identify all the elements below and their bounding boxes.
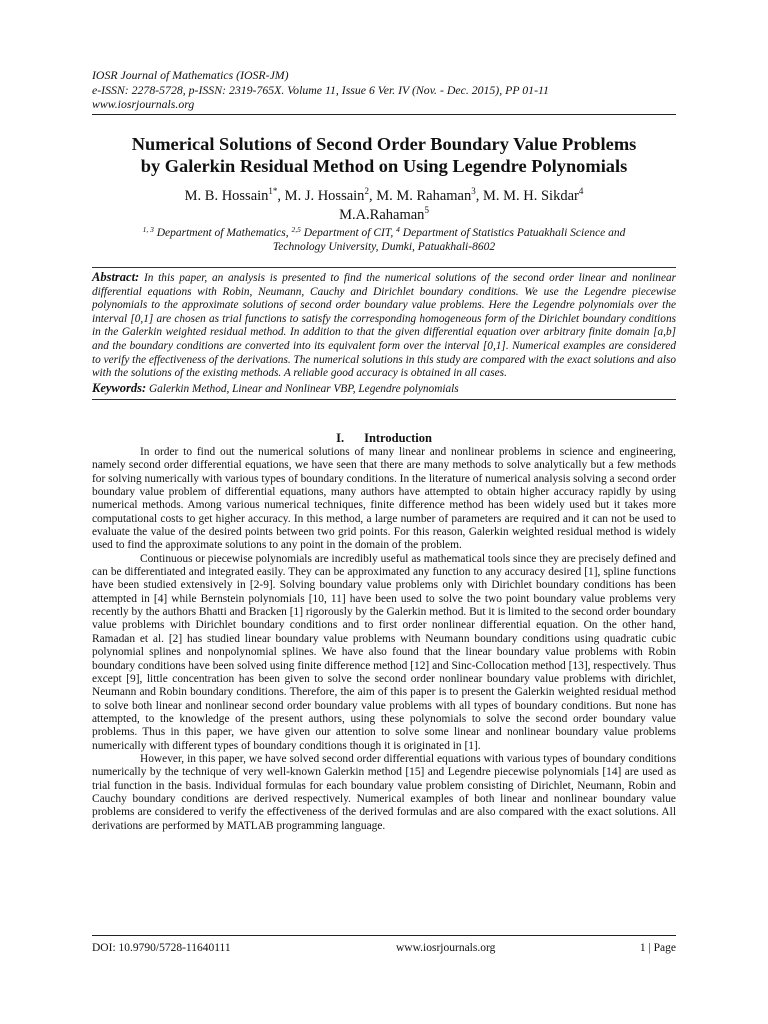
author: M. J. Hossain$^2$,: [284, 186, 377, 204]
footer-rule: [92, 935, 676, 936]
keywords-text: Galerkin Method, Linear and Nonlinear VBP, Legendre polynomials: [146, 382, 459, 395]
author: M. B. Hossain$^{1*}$,: [184, 186, 285, 204]
keywords: [92, 381, 676, 396]
author: M. M. Rahaman$^3$,: [376, 186, 483, 204]
introduction-body: [92, 446, 676, 833]
footer-website: www.iosrjournals.org: [396, 942, 496, 954]
title-line-2: by Galerkin Residual Method on Using Legendre Polynomials: [140, 156, 628, 176]
author-list: [92, 187, 676, 225]
affiliations: [92, 226, 676, 254]
paragraph: In order to find out the numerical solutions of many linear and nonlinear problems in science and engineering, namely second order differential equations, we have seen that there are many methods to solve analytically but a few methods for solving numerically with various types of boundary conditions. In the literature of numerical analysis solving a second order boundary value problem of differential equations, many authors have attempted to obtain higher accuracy rapidly by using numerical methods. Among various numerical techniques, finite difference method has been widely used but it takes more computational costs to get higher accuracy. In this method, a large number of parameters are required and it can not be used to evaluate the value of the desired points between two grid points. For this reason, Galerkin weighted residual method is widely used to find the approximate solutions to any point in the domain of the problem.: [92, 446, 676, 552]
affiliation-line-1: $^{1, 3}$ Department of Mathematics, $^{2,5}$ Department of CIT, $^4$ Department of Statistics Patuakhali Science and: [142, 225, 626, 239]
section-title: Introduction: [364, 431, 432, 445]
journal-issn: e-ISSN: 2278-5728, p-ISSN: 2319-765X. Volume 11, Issue 6 Ver. IV (Nov. - Dec. 2015), PP 01-11: [92, 82, 549, 97]
journal-header: [92, 68, 682, 112]
paragraph: However, in this paper, we have solved second order differential equations with various types of boundary conditions numerically by the technique of very well-known Galerkin method [15] and Legendre piecewise polynomials [14] are used as trial function in the basis. Individual formulas for each boundary value problem consisting of Dirichlet, Neumann, Robin and Cauchy boundary conditions are derived respectively. Numerical examples of both linear and nonlinear boundary value problems are considered to verify the effectiveness of the derived formulas and are also compared with the exact solutions. All derivations are performed by MATLAB programming language.: [92, 752, 676, 832]
abstract: [92, 271, 676, 381]
journal-website: www.iosrjournals.org: [92, 97, 195, 111]
paper-title: [92, 133, 676, 177]
abstract-section: [92, 267, 676, 400]
keywords-label: Keywords:: [92, 380, 147, 395]
author: M.A.Rahaman$^5$: [339, 205, 429, 223]
section-number: I.: [336, 431, 345, 445]
title-line-1: Numerical Solutions of Second Order Boundary Value Problems: [131, 134, 637, 154]
paragraph: Continuous or piecewise polynomials are incredibly useful as mathematical tools since they are precisely defined and can be differentiated and integrated easily. They can be approximated any function to any accuracy desired [1], spline functions have been studied extensively in [2-9]. Solving boundary value problems only with Dirichlet boundary conditions has been attempted in [4] while Bernstein polynomials [10, 11] have been used to solve the two point boundary value problems very recently by the authors Bhatti and Bracken [1] rigorously by the Galerkin method. But it is limited to the second order boundary value problems with Dirichlet boundary conditions and to first order nonlinear differential equation. On the other hand, Ramadan et al. [2] has studied linear boundary value problems with Neumann boundary conditions using quadratic cubic polynomial splines and nonpolynomial splines. We have also found that the linear boundary value problems with Robin boundary conditions have been solved using finite difference method [12] and Sinc-Collocation method [13], respectively. Thus except [9], little concentration has been given to solve the second order nonlinear boundary value problems with dirichlet, Neumann and Robin boundary conditions. Therefore, the aim of this paper is to present the Galerkin weighted residual method to solve both linear and nonlinear second order boundary value problems with all types of boundary conditions. But none has attempted, to the knowledge of the present authors, using these polynomials to solve the second order boundary value problems. Thus in this paper, we have given our attention to solve some linear and nonlinear boundary value problems numerically with different types of boundary conditions though it is originated in [1].: [92, 552, 676, 752]
journal-name: IOSR Journal of Mathematics (IOSR-JM): [92, 68, 289, 82]
author-line-2: [92, 206, 676, 225]
abstract-text: In this paper, an analysis is presented to find the numerical solutions of the second order linear and nonlinear differential equations with Robin, Neumann, Cauchy and Dirichlet boundary conditions. We use the Legendre piecewise polynomials to the approximate solutions of second order boundary value problems. Here the Legendre polynomials over the interval [0,1] are chosen as trial functions to satisfy the corresponding homogeneous form of the Dirichlet boundary conditions in the Galerkin weighted residual method. In addition to that the given differential equation over arbitrary finite domain [a,b] and the boundary conditions are converted into its equivalent form over the interval [0,1]. Numerical examples are considered to verify the effectiveness of the derivations. The numerical solutions in this study are compared with the exact solutions and also with the solutions of the existing methods. A reliable good accuracy is obtained in all cases.: [92, 272, 676, 380]
header-rule: [92, 114, 676, 115]
footer-doi: DOI: 10.9790/5728-11640111: [92, 942, 231, 954]
section-heading: [92, 431, 676, 446]
author: M. M. H. Sikdar$^4$: [482, 186, 584, 204]
author-line-1: [92, 187, 676, 206]
abstract-label: Abstract:: [92, 270, 140, 284]
page-number: 1 | Page: [639, 942, 676, 954]
affiliation-line-2: Technology University, Dumki, Patuakhali-8602: [272, 241, 496, 253]
